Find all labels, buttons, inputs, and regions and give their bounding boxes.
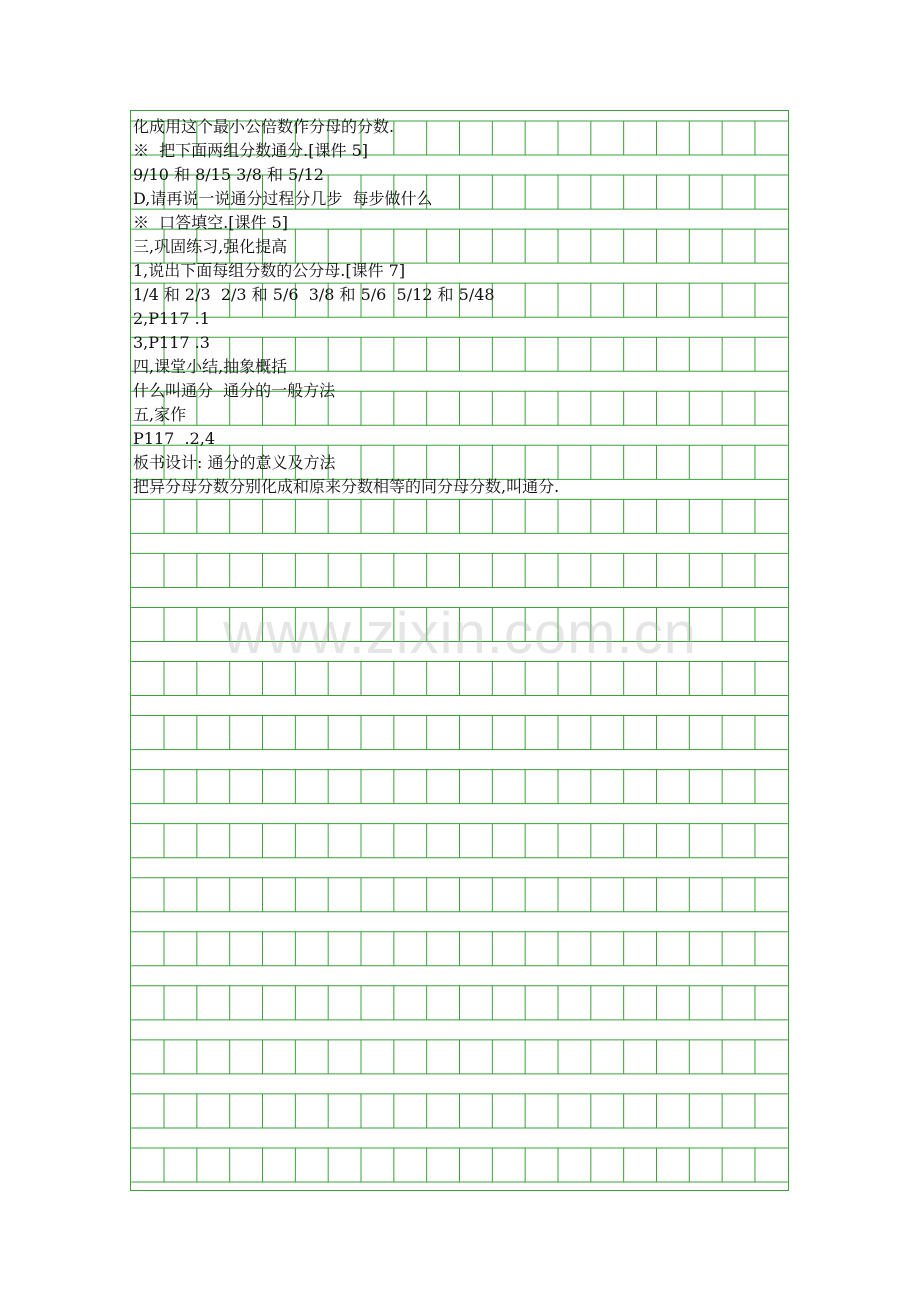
watermark: www.zixin.com.cn: [223, 601, 697, 666]
text-line: 五,家作: [133, 405, 187, 424]
text-line: 四,课堂小结,抽象概括: [133, 357, 288, 376]
text-line: 把异分母分数分别化成和原来分数相等的同分母分数,叫通分.: [133, 477, 560, 496]
text-line: 三,巩固练习,强化提高: [133, 237, 288, 256]
text-line: ※ 把下面两组分数通分.[课件 5]: [133, 141, 369, 160]
text-line: P117 .2,4: [133, 429, 216, 448]
text-line: 9/10 和 8/15 3/8 和 5/12: [133, 165, 324, 184]
text-line: 化成用这个最小公倍数作分母的分数.: [133, 117, 395, 136]
text-line: 3,P117 .3: [133, 333, 210, 352]
text-line: 1/4 和 2/3 2/3 和 5/6 3/8 和 5/6 5/12 和 5/48: [133, 285, 495, 304]
text-line: D,请再说一说通分过程分几步 每步做什么: [133, 189, 433, 208]
text-line: 板书设计: 通分的意义及方法: [133, 453, 336, 472]
text-line: 1,说出下面每组分数的公分母.[课件 7]: [133, 261, 406, 280]
text-line: 什么叫通分 通分的一般方法: [133, 381, 336, 400]
text-line: 2,P117 .1: [133, 309, 210, 328]
text-line: ※ 口答填空.[课件 5]: [133, 213, 289, 232]
grid-paper: [130, 110, 789, 1191]
lesson-text: [133, 115, 783, 499]
